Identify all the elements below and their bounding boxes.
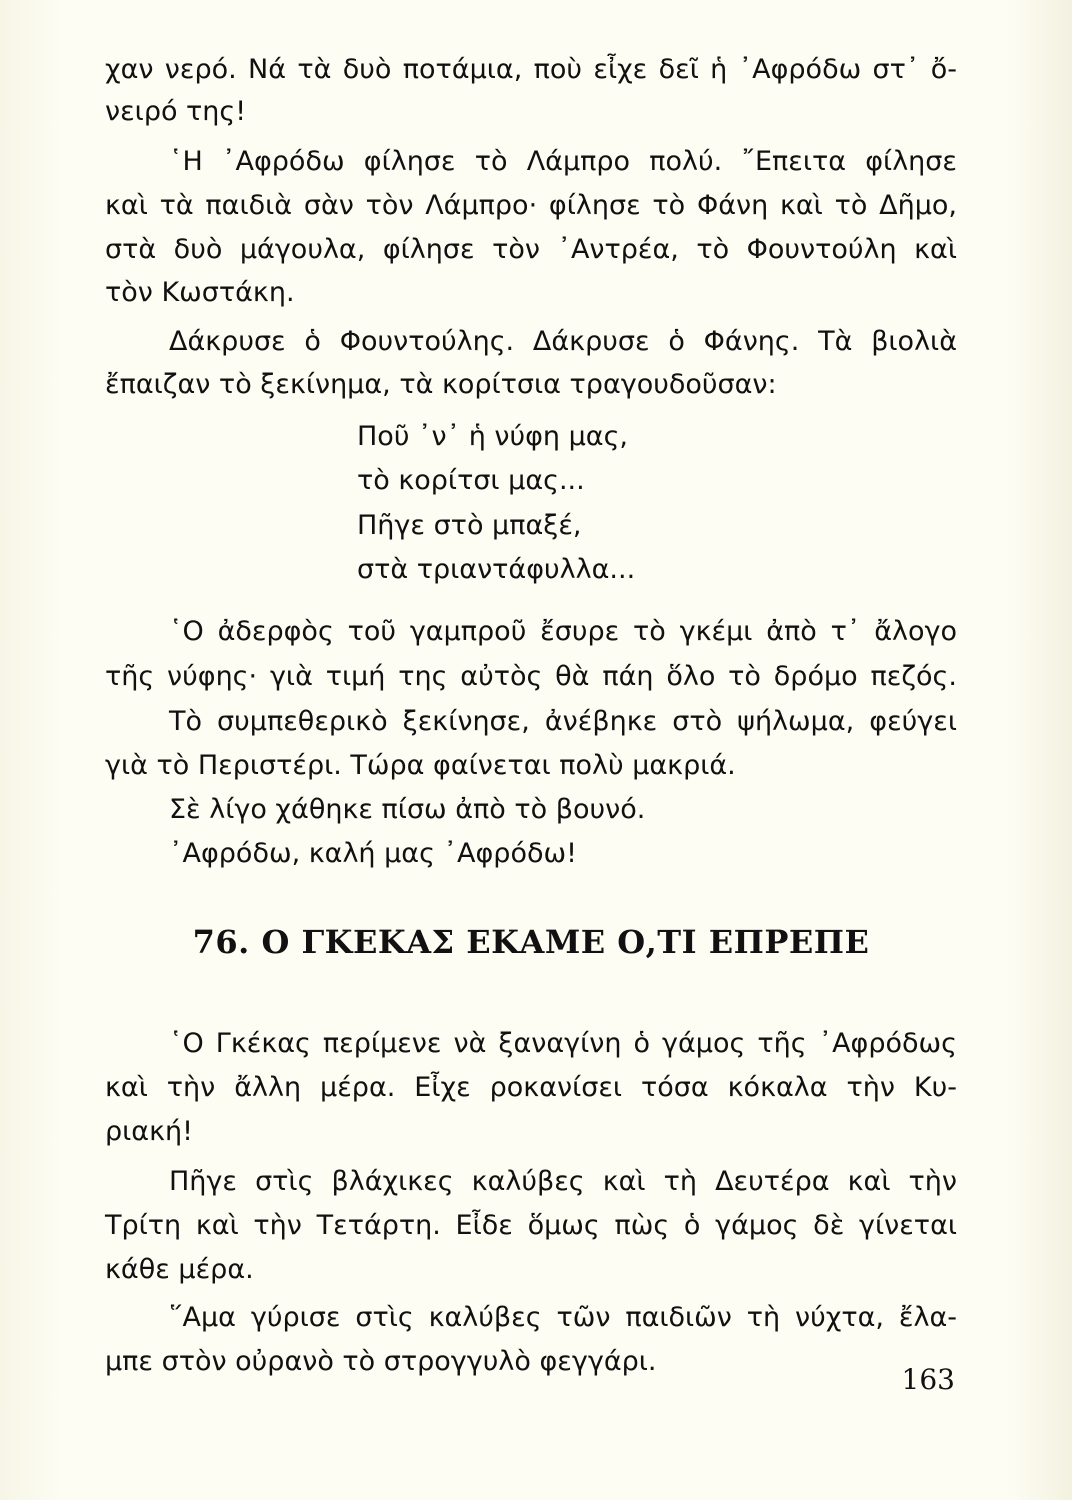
text-line: ῾Ο ἀδερφὸς τοῦ γαμπροῦ ἔσυρε τὸ γκέμι ἀπὸ τ᾿ ἄλογο	[169, 616, 957, 647]
text-line: καὶ τὰ παιδιὰ σὰν τὸν Λάμπρο· φίλησε τὸ Φάνη καὶ τὸ Δῆμο,	[105, 190, 957, 221]
text-line: ῞Αμα γύρισε στὶς καλύβες τῶν παιδιῶν τὴ νύχτα, ἔλα-	[169, 1302, 957, 1333]
text-line: Τρίτη καὶ τὴν Τετάρτη. Εἶδε ὅμως πὼς ὁ γάμος δὲ γίνεται	[105, 1210, 957, 1241]
text-line: ριακή!	[105, 1116, 193, 1147]
text-line: κάθε μέρα.	[105, 1254, 254, 1285]
text-line: Δάκρυσε ὁ Φουντούλης. Δάκρυσε ὁ Φάνης. Τὰ βιολιὰ	[169, 326, 957, 357]
text-line: στὰ δυὸ μάγουλα, φίλησε τὸν ᾿Αντρέα, τὸ Φουντούλη καὶ	[105, 234, 957, 265]
text-line: γιὰ τὸ Περιστέρι. Τώρα φαίνεται πολὺ μακριά.	[105, 750, 736, 781]
text-line: ᾿Αφρόδω, καλή μας ᾿Αφρόδω!	[169, 838, 577, 869]
chapter-heading: 76. Ο ΓΚΕΚΑΣ ΕΚΑΜΕ Ο,ΤΙ ΕΠΡΕΠΕ	[192, 923, 870, 961]
text-line: Τὸ συμπεθερικὸ ξεκίνησε, ἀνέβηκε στὸ ψήλωμα, φεύγει	[169, 706, 957, 737]
page-number: 163	[901, 1363, 955, 1396]
text-line: μπε στὸν οὐρανὸ τὸ στρογγυλὸ φεγγάρι.	[105, 1346, 657, 1377]
text-line: ῾Ο Γκέκας περίμενε νὰ ξαναγίνη ὁ γάμος τῆς ᾿Αφρόδως	[169, 1028, 957, 1059]
text-line: Πῆγε στὶς βλάχικες καλύβες καὶ τὴ Δευτέρα καὶ τὴν	[169, 1166, 957, 1197]
text-line: τῆς νύφης· γιὰ τιμή της αὐτὸς θὰ πάη ὅλο τὸ δρόμο πεζός.	[105, 661, 957, 692]
text-line: τὸν Κωστάκη.	[105, 277, 295, 308]
text-line: Σὲ λίγο χάθηκε πίσω ἀπὸ τὸ βουνό.	[169, 794, 646, 825]
text-line: ῾Η ᾿Αφρόδω φίλησε τὸ Λάμπρο πολύ. ῎Επειτα φίλησε	[169, 146, 957, 177]
text-line: χαν νερό. Νά τὰ δυὸ ποτάμια, ποὺ εἶχε δεῖ ἡ ᾿Αφρόδω στ᾿ ὄ-	[105, 54, 957, 85]
verse-line: Πῆγε στὸ μπαξέ,	[357, 510, 582, 541]
text-line: ἔπαιζαν τὸ ξεκίνημα, τὰ κορίτσια τραγουδοῦσαν:	[105, 369, 777, 400]
text-line: καὶ τὴν ἄλλη μέρα. Εἶχε ροκανίσει τόσα κόκαλα τὴν Κυ-	[105, 1072, 957, 1103]
verse-line: στὰ τριαντάφυλλα...	[357, 554, 636, 585]
text-line: νειρό της!	[105, 96, 247, 127]
verse-line: Ποῦ ᾿ν᾿ ἡ νύφη μας,	[357, 421, 629, 452]
verse-line: τὸ κορίτσι μας...	[357, 465, 585, 496]
